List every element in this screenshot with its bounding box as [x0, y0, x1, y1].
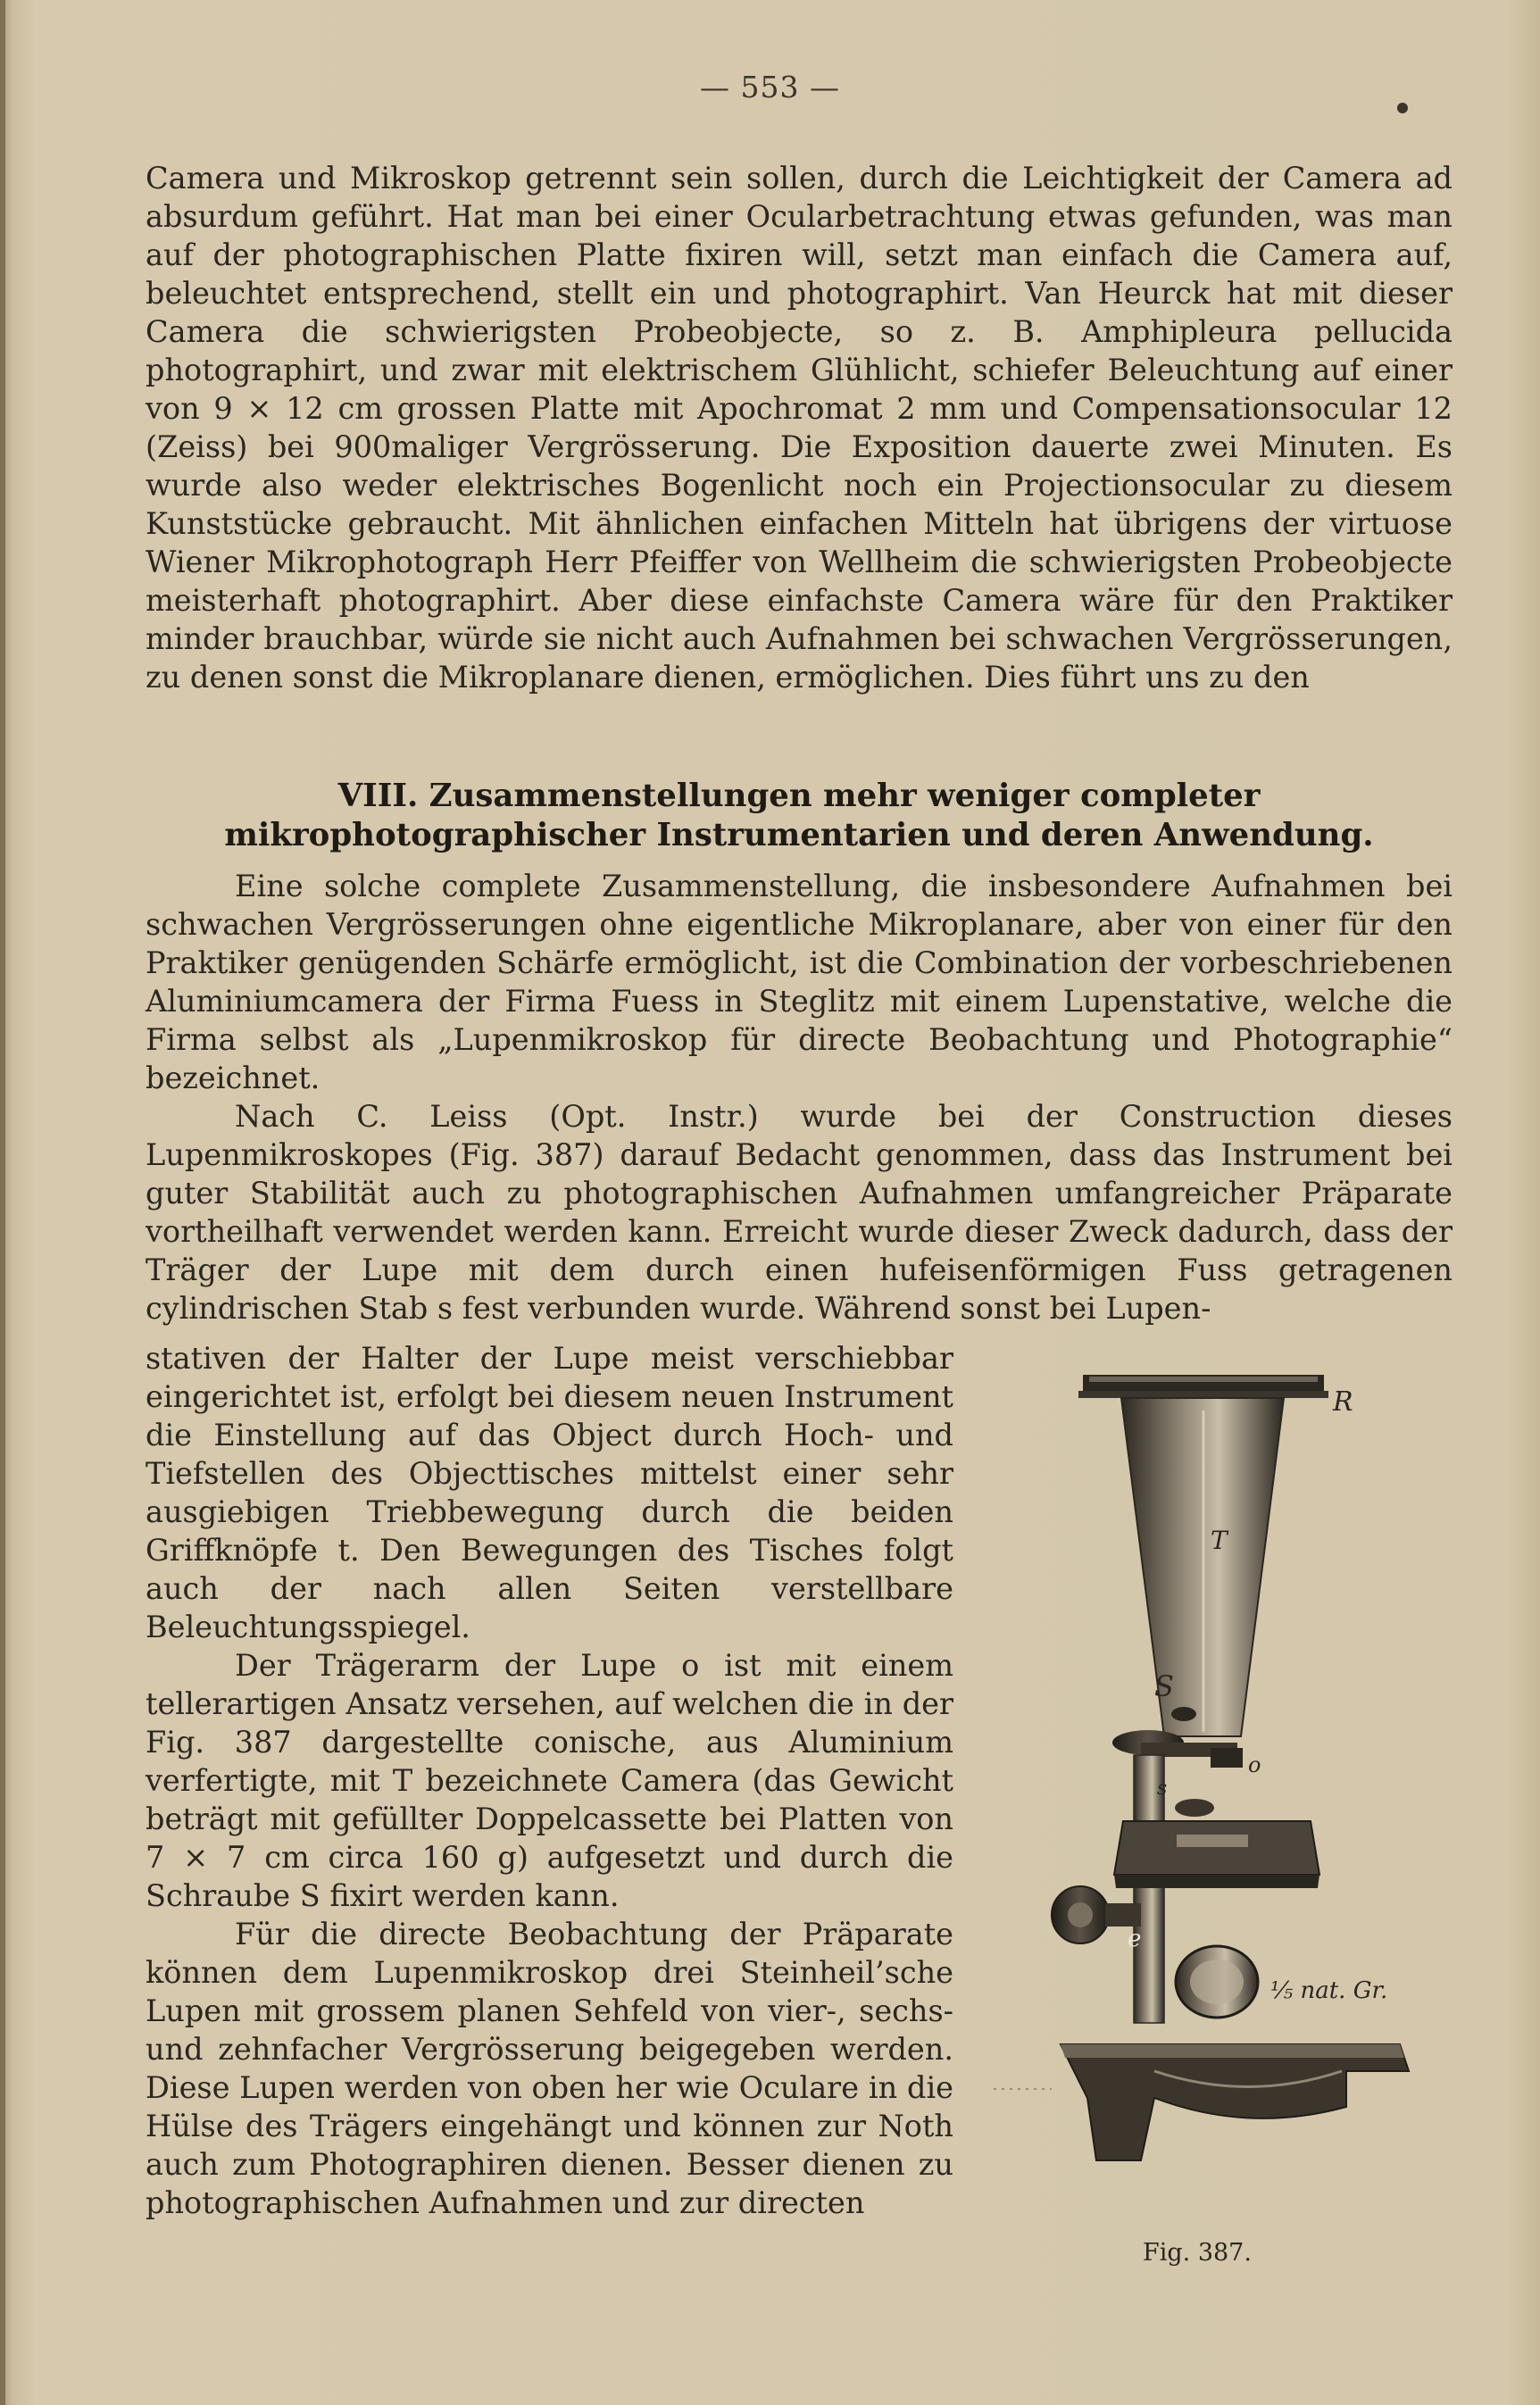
paragraph-combination	[146, 867, 1453, 1327]
paragraph-column-beside-figure	[146, 1339, 953, 2222]
figure-387-lupenmikroskop	[980, 1357, 1444, 2196]
paragraph-3-full-width: Nach C. Leiss (Opt. Instr.) wurde bei der Construction dieses Lupenmikroskopes (Fig. 387) darauf Bedacht genommen, dass das Instrument bei guter Stabilität auch zu photographischen Aufnahmen umfangreicher Präparate vortheilhaft verwendet werden kann. Erreicht wurde dieser Zweck dadurch, dass der Träger der Lupe mit dem durch einen hufeisenförmigen Fuss getragenen cylindrischen Stab s fest verbunden wurde. Während sonst bei Lupen-	[146, 1099, 1453, 1326]
label-R: R	[1333, 1386, 1353, 1418]
label-T: T	[1211, 1526, 1228, 1555]
lens-carrier-arm	[1211, 1748, 1243, 1768]
page-number: — 553 —	[700, 70, 840, 104]
paragraph-5: Für die directe Beobachtung der Präparate können dem Lupenmikroskop drei Steinheil’sche Lupen mit grossem planen Sehfeld von vier-, sechs- und zehnfacher Vergrösserung beigegeben werden. Diese Lupen werden von oben her wie Oculare in die Hülse des Trägers eingehängt und können zur Noth auch zum Photographiren dienen. Besser dienen zu photographischen Aufnahmen und zur directen	[146, 1917, 953, 2220]
microscope-illustration	[980, 1357, 1444, 2196]
label-e: e	[1128, 1926, 1142, 1952]
object-stage	[1114, 1821, 1319, 1875]
section-heading: VIII. Zusammenstellungen mehr weniger completer mikrophotographischer Instrumentarien und deren Anwendung.	[224, 778, 1374, 853]
paragraph-2: Eine solche complete Zusammenstellung, die insbesondere Aufnahmen bei schwachen Vergrösserungen ohne eigentliche Mikroplanare, aber von einer für den Praktiker genügenden Schärfe ermöglicht, ist die Combination der vorbeschriebenen Aluminiumcamera der Firma Fuess in Steglitz mit einem Lupenstative, welche die Firma selbst als „Lupenmikroskop für directe Beobachtung und Photographie“ bezeichnet.	[146, 869, 1453, 1095]
ink-spot	[1397, 103, 1408, 113]
label-S: S	[1154, 1669, 1174, 1703]
page-binding-edge	[0, 0, 5, 2405]
figure-caption: Fig. 387.	[1143, 2239, 1252, 2267]
label-o: o	[1248, 1752, 1261, 1777]
horseshoe-foot	[1061, 2044, 1409, 2160]
scale-note: ⅕ nat. Gr.	[1270, 1977, 1388, 2004]
fixing-screw	[1171, 1707, 1196, 1721]
paragraph-3-narrow: stativen der Halter der Lupe meist verschiebbar eingerichtet ist, erfolgt bei diesem neuen Instrument die Einstellung auf das Object durch Hoch- und Tiefstellen des Objecttisches mittelst einer sehr ausgiebigen Triebbewegung durch die beiden Griffknöpfe t. Den Bewegungen des Tisches folgt auch der nach allen Seiten verstellbare Beleuchtungsspiegel.	[146, 1341, 953, 1644]
paragraph-1: Camera und Mikroskop getrennt sein sollen, durch die Leichtigkeit der Camera ad absurdum geführt. Hat man bei einer Ocularbetrachtung etwas gefunden, was man auf der photographischen Platte fixiren will, setzt man einfach die Camera auf, beleuchtet entsprechend, stellt ein und photographirt. Van Heurck hat mit dieser Camera die schwierigsten Probeobjecte, so z. B. Amphipleura pellucida photographirt, und zwar mit elektrischem Glühlicht, schiefer Beleuchtung auf einer von 9 × 12 cm grossen Platte mit Apochromat 2 mm und Compensationsocular 12 (Zeiss) bei 900maliger Vergrösserung. Die Exposition dauerte zwei Minuten. Es wurde also weder elektrisches Bogenlicht noch ein Projectionsocular zu diesem Kunststücke gebraucht. Mit ähnlichen einfachen Mitteln hat übrigens der virtuose Wiener Mikrophotograph Herr Pfeiffer von Wellheim die schwierigsten Probeobjecte meisterhaft photographirt. Aber diese einfachste Camera wäre für den Praktiker minder brauchbar, würde sie nicht auch Aufnahmen bei schwachen Vergrösserungen, zu denen sonst die Mikroplanare dienen, ermöglichen. Dies führt uns zu den	[146, 161, 1453, 695]
paragraph-4: Der Trägerarm der Lupe o ist mit einem tellerartigen Ansatz versehen, auf welchen die in der Fig. 387 dargestellte conische, aus Aluminium verfertigte, mit T bezeichnete Camera (das Gewicht beträgt mit gefüllter Doppelcassette bei Platten von 7 × 7 cm circa 160 g) aufgesetzt und durch die Schraube S fixirt werden kann.	[146, 1648, 953, 1913]
paragraph-camera-usage	[146, 159, 1453, 696]
label-s: s	[1157, 1777, 1168, 1800]
